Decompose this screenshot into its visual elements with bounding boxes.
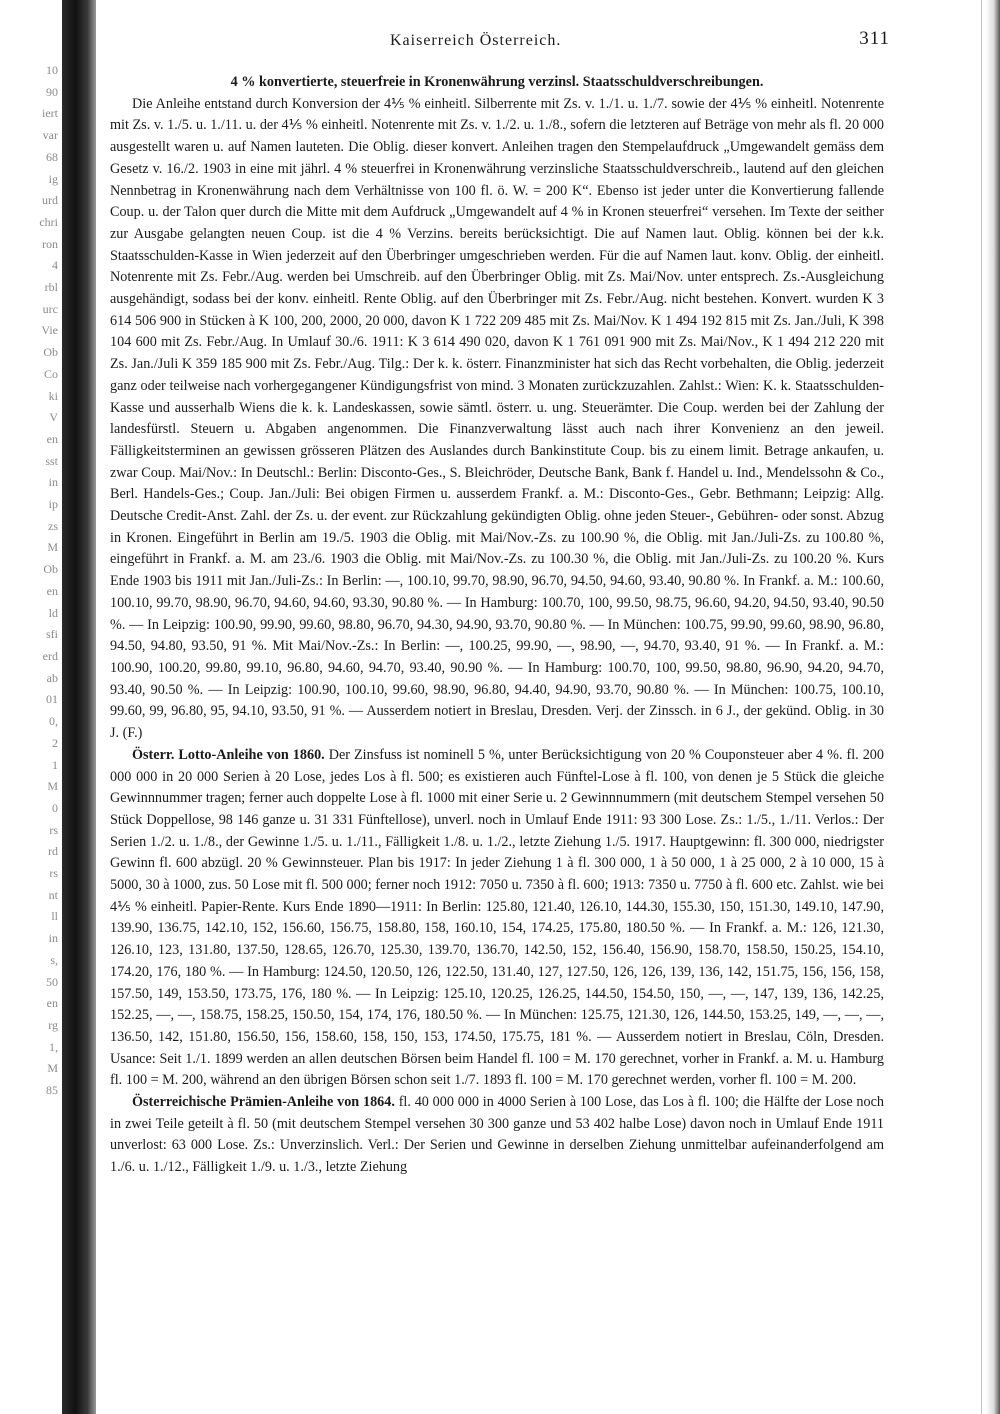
margin-fragment: ip: [48, 497, 58, 512]
margin-fragment: ron: [42, 236, 58, 251]
margin-fragment: ll: [51, 909, 58, 924]
book-binding-shadow: [62, 0, 96, 1414]
section-heading-praemien-1864: Österreichische Prämien-Anleihe von 1864.: [132, 1094, 399, 1111]
section-body-lotto-1860: Der Zinsfuss ist nominell 5 %, unter Berücksichtigung von 20 % Couponsteuer aber 4 %. fl. 200 000 000 in 20 000 Serien à 20 Lose, jedes Los à fl. 500; es existieren auch Fünftel-Lose à fl. 100, von denen je 5 Stück die gleiche Gewinnnummer tragen; ferner auch doppelte Lose à fl. 1000 mit einer Serie u. 2 Gewinnnummern (mit deutschem Stempel versehen 50 Stück Doppellose, 98 146 ganze u. 31 331 Fünftellose), unverl. noch in Umlauf Ende 1911: 93 300 Lose. Zs.: 1./5., 1./11. Verlos.: Der Serien 1./2. u. 1./8., der Gewinne 1./5. u. 1./11., Fälligkeit 1./8. u. 1./2., letzte Ziehung 1./5. 1917. Hauptgewinn: fl. 300 000, niedrigster Gewinn fl. 600 abzügl. 20 % Gewinnsteuer. Plan bis 1917: In jeder Ziehung 1 à fl. 300 000, 1 à 50 000, 1 à 25 000, 2 à 10 000, 15 à 5000, 30 à 1000, zus. 50 Lose mit fl. 500 000; ferner noch 1912: 7050 u. 7350 à fl. 600; 1913: 7350 u. 7750 à fl. 600 etc. Zahlst. wie bei 4⅕ % einheitl. Papier-Rente. Kurs Ende 1890—1911: In Berlin: 125.80, 121.40, 126.10, 144.30, 155.30, 150, 151.30, 149.10, 147.90, 139.90, 136.75, 142.10, 152, 156.60, 156.75, 158.80, 158, 160.10, 154, 174.25, 175.80, 180.50 %. — In Frankf. a. M.: 126, 121.30, 126.10, 123, 131.80, 137.50, 128.65, 126.70, 125.30, 139.70, 136.70, 142.50, 152, 156.40, 156.90, 158.70, 158.50, 150.25, 154.10, 174.20, 176, 180 %. — In Hamburg: 124.50, 120.50, 126, 122.50, 131.40, 127, 127.50, 126, 126, 139, 136, 142, 151.75, 156, 156, 158, 157.50, 149, 153.50, 173.75, 176, 180 %. — In Leipzig: 125.10, 120.25, 126.25, 144.50, 154.50, 150, —, —, 147, 139, 136, 142.25, 152.25, —, —, 158.75, 158.25, 150.50, 154, 174, 176, 180.50 %. — In München: 125.75, 121.30, 126, 144.50, 153.25, 149, —, —, —, 136.50, 142, 151.80, 156.50, 156, 158.60, 158, 150, 153, 174.50, 175.75, 181 %. — Ausserdem notiert in Breslau, Cöln, Dresden. Usance: Seit 1./1. 1899 werden an allen deutschen Börsen beim Handel fl. 100 = M. 170 gerechnet, vorher in Frankf. a. M. u. Hamburg fl. 100 = M. 200, während an den übrigen Börsen schon seit 1./7. 1893 fl. 100 = M. 170 gerechnet werden, vorher fl. 100 = M. 200.: [110, 746, 884, 1089]
margin-fragment: rd: [48, 844, 58, 859]
margin-fragment: 90: [46, 84, 58, 99]
margin-fragment: zs: [48, 518, 58, 533]
running-title: Kaiserreich Österreich.: [390, 32, 562, 49]
section-praemien-1864: [110, 1092, 884, 1179]
margin-fragment: s,: [50, 952, 58, 967]
margin-fragment: nt: [48, 887, 58, 902]
margin-fragment: 2: [52, 735, 58, 750]
margin-fragment: sfi: [46, 627, 58, 642]
margin-fragment: Ob: [43, 562, 58, 577]
margin-fragment: sst: [45, 453, 58, 468]
margin-fragment: rbl: [44, 280, 58, 295]
margin-fragment: 0: [52, 800, 58, 815]
section-heading-konvertierte: 4 % konvertierte, steuerfreie in Kronenwährung verzinsl. Staatsschuldverschreibungen.: [230, 74, 764, 90]
margin-fragment: Co: [43, 366, 58, 381]
margin-fragment: erd: [42, 648, 58, 663]
page-number: 311: [859, 28, 890, 49]
margin-fragment: iert: [42, 106, 58, 121]
page-edge-shadow: [986, 0, 1000, 1414]
margin-fragment: urd: [42, 193, 58, 208]
margin-fragment: ld: [48, 605, 58, 620]
margin-fragment: Ob: [43, 345, 58, 360]
margin-fragment: 01: [46, 692, 58, 707]
margin-fragment: M: [47, 1061, 58, 1076]
margin-fragment: 50: [46, 974, 58, 989]
page-body: [110, 72, 884, 1179]
section-body-praemien-1864: fl. 40 000 000 in 4000 Serien à 100 Lose, das Los à fl. 100; die Hälfte der Lose noch in zwei Teile geteilt à fl. 50 (mit deutschem Stempel versehen 30 300 ganze und 53 402 halbe Lose) davon noch in Umlauf Ende 1911 unverlost: 63 000 Lose. Zs.: Unverzinslich. Verl.: Der Serien und Gewinne in derselben Ziehung unmittelbar aufeinanderfolgend am 1./6. u. 1./12., Fälligkeit 1./9. u. 1./3., letzte Ziehung: [110, 1094, 884, 1176]
margin-fragment: in: [48, 475, 58, 490]
margin-fragment: ki: [48, 388, 58, 403]
page-edge-line: [981, 0, 982, 1414]
section-body-konvertierte: Die Anleihe entstand durch Konversion der 4⅕ % einheitl. Silberrente mit Zs. v. 1./1. u. 1./7. sowie der 4⅕ % einheitl. Notenrente mit Zs. v. 1./5. u. 1./11. u. der 4⅕ % einheitl. Notenrente mit Zs. v. 1./2. u. 1./8., sofern die letzteren auf Beträge von mehr als fl. 20 000 ausgestellt waren u. auf Namen lauteten. Die Oblig. dieser konvert. Anleihen tragen den Stempelaufdruck „Umgewandelt gemäss dem Gesetz v. 16./2. 1903 in eine mit jährl. 4 % steuerfrei in Kronenwährung verzinsliche Staatsschuldverschreib., lautend auf den gleichen Nennbetrag in Kronenwährung nach dem Verhältnisse von 100 fl. ö. W. = 200 K“. Ebenso ist jeder unter die Konvertierung fallende Coup. u. der Talon quer durch die Mitte mit dem Aufdruck „Umgewandelt auf 4 % in Kronen steuerfrei“ versehen. Im Texte der seither zur Ausgabe gelangten neuen Coup. ist die 4 % Verzins. bereits berücksichtigt. Die auf Namen laut. Oblig. können bei der k.k. Staatsschulden-Kasse in Wien jederzeit auf den Überbringer umgeschrieben werden. Für die auf Namen laut. konv. Oblig. der einheitl. Notenrente mit Zs. Febr./Aug. werden bei Umschreib. auf den Überbringer Oblig. mit Zs. Mai/Nov. unter entsprech. Zs.-Ausgleichung ausgehändigt, sodass bei der konv. einheitl. Rente Oblig. auf den Überbringer mit Zs. Febr./Aug. nicht bestehen. Konvert. wurden K 3 614 506 900 in Stücken à K 100, 200, 2000, 20 000, davon K 1 722 209 485 mit Zs. Mai/Nov. K 1 494 192 815 mit Zs. Jan./Juli, K 398 104 600 mit Zs. Febr./Aug. In Umlauf 30./6. 1911: K 3 614 490 020, davon K 1 761 091 900 mit Zs. Mai/Nov., K 1 494 212 220 mit Zs. Jan./Juli K 359 185 900 mit Zs. Febr./Aug. Tilg.: Der k. k. österr. Finanzminister hat sich das Recht vorbehalten, die Oblig. jederzeit ganz oder teilweise nach vorhergegangener Kündigungsfrist von mind. 3 Monaten zurückzuzahlen. Zahlst.: Wien: K. k. Staatsschulden-Kasse und ausserhalb Wiens die k. k. Landeskassen, sowie sämtl. österr. u. ung. Steuerämter. Die Coup. werden bei der Zahlung der landesfürstl. Steuern u. Abgaben angenommen. Die Finanzverwaltung lässt auch nach ihrer Konvenienz an den jeweil. Fälligkeitsterminen an gewissen grösseren Plätzen des Auslandes durch Bankinstitute Coup. bis zu einem limit. Betrage ankaufen, u. zwar Coup. Mai/Nov.: In Deutschl.: Berlin: Disconto-Ges., S. Bleichröder, Deutsche Bank, Bank f. Handel u. Ind., Mendelssohn & Co., Berl. Handels-Ges.; Coup. Jan./Juli: Bei obigen Firmen u. ausserdem Frankf. a. M.: Disconto-Ges., Gebr. Bethmann; Leipzig: Allg. Deutsche Credit-Anst. Zahl. der Zs. u. der event. zur Rückzahlung gekündigten Oblig. ohne jeden Steuer-, Gebühren- oder sonst. Abzug in Kronen. Eingeführt in Berlin am 19./5. 1903 die Oblig. mit Mai/Nov.-Zs. zu 100.90 %, die Oblig. mit Jan./Juli-Zs. zu 100.80 %, eingeführt in Frankf. a. M. am 23./6. 1903 die Oblig. mit Mai/Nov.-Zs. zu 100.30 %, die Oblig. mit Jan./Juli-Zs. zu 100.20 %. Kurs Ende 1903 bis 1911 mit Jan./Juli-Zs.: In Berlin: —, 100.10, 99.70, 98.90, 96.70, 94.50, 94.60, 93.40, 90.80 %. In Frankf. a. M.: 100.60, 100.10, 99.70, 98.90, 96.70, 94.60, 94.60, 93.30, 90.80 %. — In Hamburg: 100.70, 100, 99.50, 98.75, 96.60, 94.20, 94.50, 93.40, 90.50 %. — In Leipzig: 100.90, 99.90, 99.60, 98.80, 96.70, 94.30, 94.90, 93.70, 90.80 %. — In München: 100.75, 99.90, 99.60, 98.90, 96.80, 94.50, 94.80, 93.50, 91 %. Mit Mai/Nov.-Zs.: In Berlin: —, 100.25, 99.90, —, 98.90, —, 94.70, 93.40, 91 %. — In Frankf. a. M.: 100.90, 100.20, 99.80, 99.10, 96.80, 94.60, 94.70, 93.40, 90.90 %. — In Hamburg: 100.70, 100, 99.50, 98.80, 96.90, 94.20, 94.70, 93.40, 90.50 %. — In Leipzig: 100.90, 100.10, 99.60, 98.90, 96.80, 94.40, 94.90, 93.70, 90.80 %. — In München: 100.75, 100.10, 99.60, 99, 96.80, 95, 94.10, 93.50, 91 %. — Ausserdem notiert in Breslau, Dresden. Verj. der Zinssch. in 6 J., der gekünd. Oblig. in 30 J. (F.): [110, 95, 884, 742]
margin-fragment: ab: [46, 670, 58, 685]
margin-fragment: urc: [42, 301, 58, 316]
margin-fragment: rs: [49, 822, 58, 837]
section-heading-lotto-1860: Österr. Lotto-Anleihe von 1860.: [132, 746, 329, 763]
margin-fragment: en: [46, 996, 58, 1011]
running-header: [110, 26, 890, 56]
facing-page-margin-fragments: [0, 60, 58, 1310]
section-lotto-1860: [110, 745, 884, 1092]
margin-fragment: chri: [39, 214, 58, 229]
margin-fragment: M: [47, 540, 58, 555]
margin-fragment: ig: [48, 171, 58, 186]
margin-fragment: en: [46, 431, 58, 446]
margin-fragment: 68: [46, 149, 58, 164]
margin-fragment: M: [47, 779, 58, 794]
margin-fragment: 4: [52, 258, 58, 273]
margin-fragment: en: [46, 583, 58, 598]
margin-fragment: 0,: [49, 714, 58, 729]
margin-fragment: rg: [48, 1017, 58, 1032]
margin-fragment: V: [49, 410, 58, 425]
margin-fragment: in: [48, 931, 58, 946]
margin-fragment: rs: [49, 866, 58, 881]
margin-fragment: var: [42, 128, 58, 143]
margin-fragment: Vie: [41, 323, 58, 338]
margin-fragment: 1,: [49, 1039, 58, 1054]
margin-fragment: 85: [46, 1083, 58, 1098]
margin-fragment: 10: [46, 63, 58, 77]
margin-fragment: 1: [52, 757, 58, 772]
